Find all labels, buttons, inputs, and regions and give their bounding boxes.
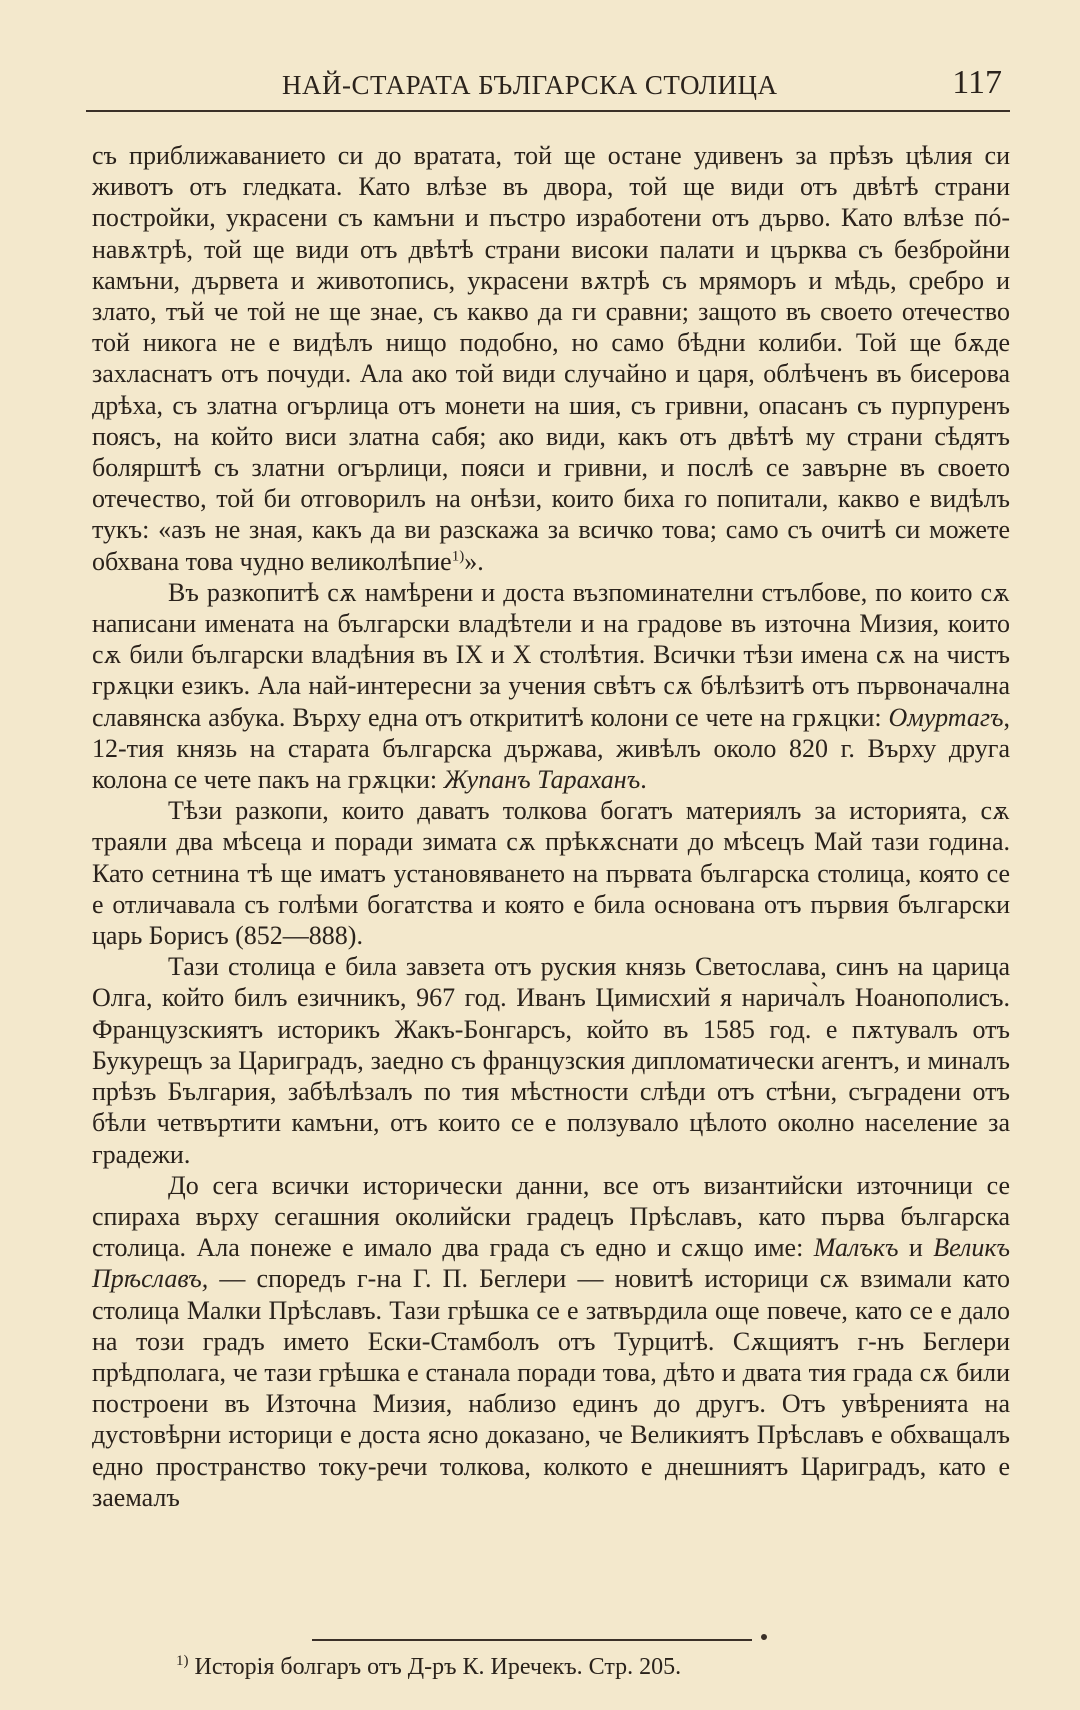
footnote-reference: 1) [451, 547, 465, 564]
paragraph-5-text-a: До сега всички исторически данни, все отъ византийски източници се спираха върху сегашния околийски градецъ Прѣславъ, като първа българска столица. Ала понеже е имало два града съ едно и сѫщо име: [92, 1170, 1010, 1263]
paragraph-2-text-a: Въ разкопитѣ сѫ намѣрени и доста възпоминателни стълбове, по които сѫ написани имената на български владѣтели и на градове въ източна Мизия, които сѫ били български владѣния въ IX и X столѣтия. Всички тѣзи имена сѫ на чистъ грѫцки езикъ. Ала най-интересни за учения свѣтъ сѫ бѣлѣзитѣ отъ първоначална славянска азбука. Върху една отъ открититѣ колони се чете на грѫцки: [92, 577, 1010, 732]
footnote [176, 1654, 681, 1681]
paragraph-1 [92, 140, 1010, 577]
paragraph-5 [92, 1170, 1010, 1513]
header-rule [86, 110, 1010, 112]
page-header [86, 62, 1006, 110]
inscription-name-omurtag: Омуртагъ [888, 702, 1004, 732]
paragraph-3-text: Тѣзи разкопи, които даватъ толкова богатъ материялъ за историята, сѫ траяли два мѣсеца и поради зимата сѫ прѣкѫснати до мѣсецъ Май тази година. Като сетнина тѣ ще иматъ установяването на първата българска столица, която се е отличавала съ голѣми богатства и която е била основана отъ първия български царь Борисъ (852—888). [92, 796, 1010, 951]
paragraph-2-text-c: . [640, 765, 647, 795]
footnote-dot [761, 1634, 767, 1640]
town-name-velik-preslav: Великъ Прѣславъ, [92, 1233, 1010, 1294]
paragraph-2 [92, 577, 1010, 795]
running-title: НАЙ-СТАРАТА БЪЛГАРСКА СТОЛИЦА [282, 70, 778, 100]
paragraph-5-text-b: и [898, 1233, 934, 1263]
paragraph-4 [92, 951, 1010, 1169]
body-text [92, 140, 1010, 1513]
paragraph-1-end: ». [464, 546, 484, 576]
paragraph-5-text-c: — споредъ г-на Г. П. Беглери — новитѣ историци сѫ взимали като столица Малки Прѣславъ. Тази грѣшка се е затвърдила още повече, като се е дало на този градъ името Ески-Стамболъ отъ Турцитѣ. Сѫщиятъ г-нъ Беглери прѣдполага, че тази грѣшка е станала поради това, дѣто и двата тия града сѫ били построени въ Източна Мизия, наблизо единъ до другъ. Отъ увѣренията на дустовѣрни историци е доста ясно доказано, че Великиятъ Прѣславъ е обхващалъ едно пространство току-речи толкова, колкото е днешниятъ Цариградъ, като е заемалъ [92, 1264, 1010, 1512]
inscription-name-zhupan: Жупанъ Тараханъ [443, 765, 641, 795]
paragraph-3 [92, 795, 1010, 951]
footnote-mark: 1) [176, 1653, 189, 1669]
footnote-rule [312, 1639, 752, 1641]
page-number: 117 [952, 64, 1002, 101]
paragraph-2-text-b: , 12-тия князь на старата българска държава, живѣлъ около 820 г. Върху друга колона се чете пакъ на грѫцки: [92, 702, 1010, 795]
paragraph-4-text: Тази столица е била завзета отъ руския князь Светослава, синъ на царица Олга, който билъ езичникъ, 967 год. Иванъ Цимисхий я нарича̀лъ Ноанополисъ. Французскиятъ историкъ Жакъ-Бонгарсъ, който въ 1585 год. е пѫтувалъ отъ Букурещъ за Цариградъ, заедно съ французския дипломатически агентъ, и миналъ прѣзъ България, забѣлѣзалъ по тия мѣстности слѣди отъ стѣни, съградени отъ бѣли четвъртити камъни, отъ които се е ползувало цѣлото околно население за градежи. [92, 952, 1010, 1169]
footnote-text: Исторія болгаръ отъ Д-ръ К. Иречекъ. Стр. 205. [194, 1654, 682, 1680]
town-name-malak: Малъкъ [813, 1233, 899, 1263]
paragraph-1-text: съ приближаванието си до вратата, той ще остане удивенъ за прѣзъ цѣлия си животъ отъ гледката. Като влѣзе въ двора, той ще види отъ двѣтѣ страни постройки, украсени съ камъни и пъстро изработени отъ дърво. Като влѣзе пó-навѫтрѣ, той ще види отъ двѣтѣ страни високи палати и църква съ безбройни камъни, дървета и животопись, украсени вѫтрѣ съ мряморъ и мѣдь, сребро и злато, тъй че той не ще знае, съ какво да ги сравни; защото въ своето отечество той никога не е видѣлъ нищо подобно, но само бѣдни колиби. Той ще бѫде захласнатъ отъ почуди. Ала ако той види случайно и царя, облѣченъ въ бисерова дрѣха, съ златна огърлица отъ монети на шия, съ гривни, опасанъ съ пурпуренъ поясъ, на който виси златна сабя; ако види, какъ отъ двѣтѣ му страни сѣдятъ болярштѣ съ златни огърлици, пояси и гривни, и послѣ се завърне въ своето отечество, той би отговорилъ на онѣзи, които биха го попитали, какво е видѣлъ тукъ: «азъ не зная, какъ да ви разскажа за всичко това; само съ очитѣ си можете обхвана това чудно великолѣпие [92, 141, 1010, 576]
